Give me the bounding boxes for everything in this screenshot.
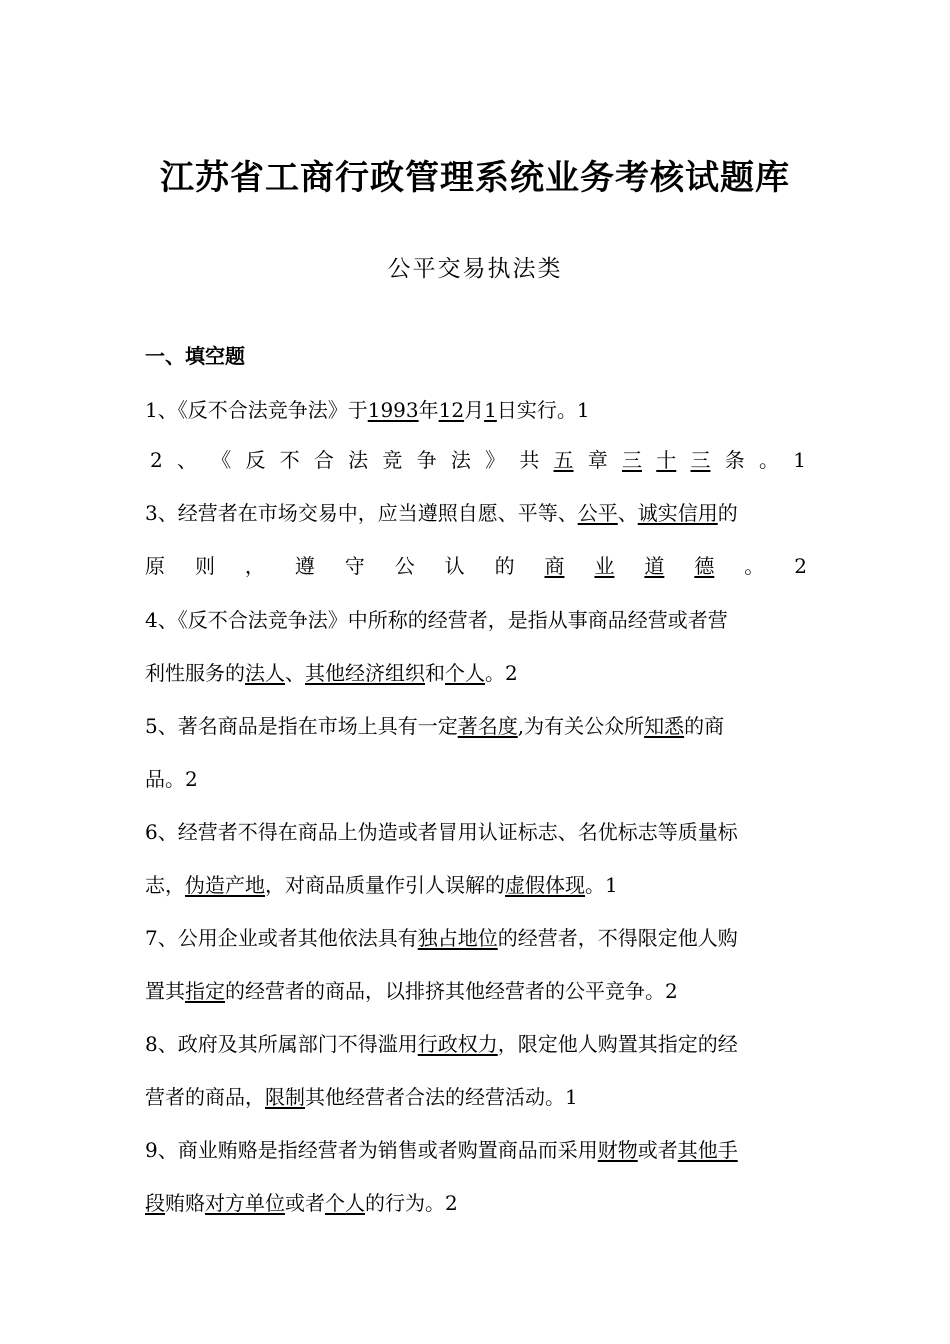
answer-blank: 个人 (445, 661, 485, 685)
answer-blank: 三 (690, 448, 711, 472)
question-2: 2 、 《 反 不 合 法 竞 争 法 》 共 五 章 三 十 三 条 。 1 (150, 448, 806, 472)
question-3-line-1: 3、经营者在市场交易中，应当遵照自愿、平等、公平、诚实信用的 (145, 501, 738, 525)
answer-blank: 商 (544, 554, 565, 578)
answer-blank: 业 (594, 554, 615, 578)
question-8-line-2: 营者的商品，限制其他经营者合法的经营活动。1 (145, 1085, 578, 1109)
answer-blank: 公平 (577, 501, 618, 525)
answer-blank: 段 (145, 1191, 165, 1215)
question-6-line-1: 6、经营者不得在商品上伪造或者冒用认证标志、名优标志等质量标 (145, 820, 738, 844)
question-6-line-2: 志，伪造产地，对商品质量作引人误解的虚假体现。1 (145, 873, 618, 897)
answer-blank: 其他经济组织 (305, 661, 425, 685)
answer-blank: 限制 (265, 1085, 305, 1109)
answer-blank: 五 (553, 448, 574, 472)
question-8-line-1: 8、政府及其所属部门不得滥用行政权力，限定他人购置其指定的经 (145, 1032, 738, 1056)
question-3-line-2: 原 则 ， 遵 守 公 认 的 商 业 道 德 。 2 (145, 554, 807, 578)
answer-blank: 知悉 (644, 714, 685, 738)
document-subtitle: 公平交易执法类 (387, 256, 563, 282)
question-5-line-2: 品。2 (145, 767, 198, 791)
answer-blank: 其他手 (677, 1138, 738, 1162)
answer-blank: 个人 (325, 1191, 365, 1215)
question-9-line-1: 9、商业贿赂是指经营者为销售或者购置商品而采用财物或者其他手 (145, 1138, 738, 1162)
answer-blank: 行政权力 (417, 1032, 498, 1056)
question-4-line-2: 利性服务的法人、其他经济组织和个人。2 (145, 661, 518, 685)
document-title: 江苏省工商行政管理系统业务考核试题库 (160, 158, 790, 198)
question-9-line-2: 段贿赂对方单位或者个人的行为。2 (145, 1191, 458, 1215)
answer-blank: 虚假体现 (505, 873, 585, 897)
answer-blank: 三 (622, 448, 643, 472)
answer-blank: 法人 (245, 661, 285, 685)
answer-blank: 指定 (185, 979, 225, 1003)
answer-blank: 财物 (597, 1138, 638, 1162)
question-7-line-2: 置其指定的经营者的商品，以排挤其他经营者的公平竞争。2 (145, 979, 678, 1003)
answer-blank: 十 (656, 448, 677, 472)
answer-blank: 对方单位 (205, 1191, 285, 1215)
answer-blank: 道 (644, 554, 665, 578)
question-7-line-1: 7、公用企业或者其他依法具有独占地位的经营者，不得限定他人购 (145, 926, 738, 950)
question-1: 1、《反不合法竞争法》于1993年12月1日实行。1 (145, 398, 590, 422)
answer-blank: 12 (438, 398, 465, 422)
answer-blank: 著名度 (457, 714, 518, 738)
answer-blank: 1 (484, 398, 497, 422)
question-5-line-1: 5、著名商品是指在市场上具有一定著名度,为有关公众所知悉的商 (145, 714, 725, 738)
answer-blank: 诚实信用 (637, 501, 718, 525)
section-heading: 一、填空题 (145, 344, 245, 368)
answer-blank: 独占地位 (417, 926, 498, 950)
answer-blank: 德 (694, 554, 715, 578)
answer-blank: 伪造产地 (185, 873, 265, 897)
question-4-line-1: 4、《反不合法竞争法》中所称的经营者，是指从事商品经营或者营 (145, 608, 728, 632)
answer-blank: 1993 (367, 398, 419, 422)
